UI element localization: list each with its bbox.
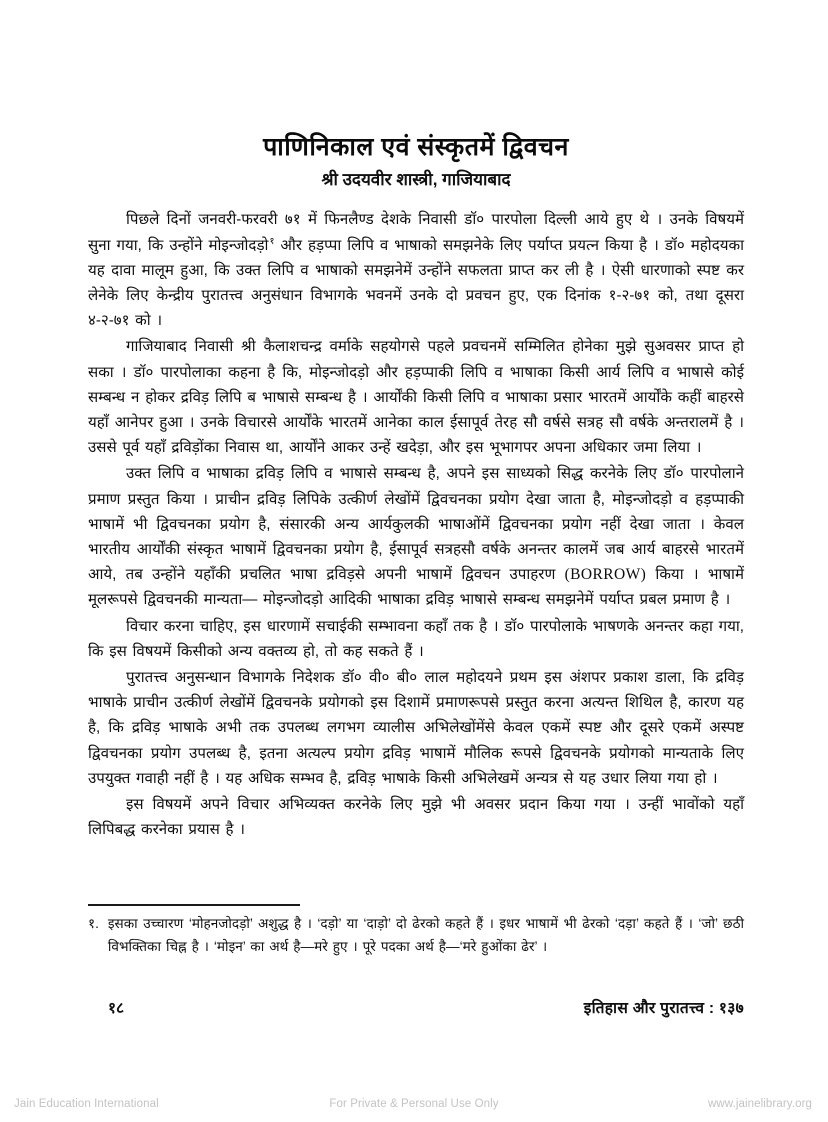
paragraph-4: विचार करना चाहिए, इस धारणामें सचाईकी सम्भावना कहाँ तक है । डॉ० पारपोलाके भाषणके अनन्तर कहा गया, कि इस विषयमें किसीको अन्य वक्तव्य हो, तो कह सकते हैं ।	[88, 617, 744, 660]
paragraph-3-text-part-2: किया । भाषामें मूलरूपसे द्विवचनकी मान्यता— मोइन्जोदड़ो आदिकी भाषाका द्रविड़ भाषासे सम्बन्ध समझनेमें पर्याप्त प्रबल प्रमाण है ।	[88, 566, 744, 609]
footnote-section	[88, 904, 744, 958]
watermark-organization: Jain Education International	[14, 1097, 159, 1110]
footnote-text: इसका उच्चारण ‘मोहनजोदड़ो’ अशुद्ध है । ‘दड़ो’ या ‘दाड़ो’ दो ढेरको कहते हैं । इधर भाषामें भी ढेरको ‘दड़ा’ कहते हैं । ‘जो’ छठी विभक्तिका चिह्न है । ‘मोइन’ का अर्थ है—मरे हुए । पूरे पदका अर्थ है—‘मरे हुओंका ढेर’ ।	[107, 916, 744, 954]
paragraph-1-text-after-marker: और हड़प्पा लिपि व भाषाको समझनेके लिए पर्याप्त प्रयत्न किया है । डॉ० महोदयका यह दावा मालूम हुआ, कि उक्त लिपि व भाषाको समझनेमें उन्होंने सफलता प्राप्त कर ली है । ऐसी धारणाको स्पष्ट कर लेनेके लिए केन्द्रीय पुरातत्त्व अनुसंधान विभागके भवनमें उनके दो प्रवचन हुए, एक दिनांक १-२-७१ को, तथा दूसरा ४-२-७१ को ।	[88, 236, 744, 330]
article-body	[88, 207, 744, 842]
page-number-left: १८	[108, 1000, 125, 1017]
page-title: पाणिनिकाल एवं संस्कृतमें द्विवचन	[263, 133, 569, 161]
paragraph-6: इस विषयमें अपने विचार अभिव्यक्त करनेके लिए मुझे भी अवसर प्रदान किया गया । उन्हीं भावोंको यहाँ लिपिबद्ध करनेका प्रयास है ।	[88, 796, 744, 839]
paragraph-2: गाजियाबाद निवासी श्री कैलाशचन्द्र वर्माके सहयोगसे पहले प्रवचनमें सम्मिलित होनेका मुझे सुअवसर प्राप्त हो सका । डॉ० पारपोलाका कहना है कि, मोइन्जोदड़ो और हड़प्पाकी लिपि व भाषाका किसी आर्य लिपि व भाषासे कोई सम्बन्ध न होकर द्रविड़ लिपि ब भाषासे सम्बन्ध है । आर्योंकी किसी लिपि व भाषाका प्रसार भारतमें आर्योंके कहीं बाहरसे यहाँ आनेपर हुआ । उनके विचारसे आर्योंके भारतमें आनेका काल ईसापूर्व तेरह सौ वर्षसे सत्रह सौ वर्षके अन्तरालमें है । उससे पूर्व यहाँ द्रविड़ोंका निवास था, आर्योंने आकर उन्हें खदेड़ा, और इस भूभागपर अपना अधिकार जमा लिया ।	[88, 338, 744, 457]
footnote-separator-rule	[88, 904, 300, 906]
paragraph-1-text-before-marker: पिछले दिनों जनवरी-फरवरी ७१ में फिनलैण्ड देशके निवासी डॉ० पारपोला दिल्ली आये हुए थे । उनके विषयमें सुना गया, कि उन्होंने मोइन्जोदड़ो	[88, 211, 744, 254]
paragraph-5: पुरातत्त्व अनुसन्धान विभागके निदेशक डॉ० वी० बी० लाल महोदयने प्रथम इस अंशपर प्रकाश डाला, कि द्रविड़ भाषाके प्राचीन उत्कीर्ण लेखोंमें द्विवचनके प्रयोगको इस दिशामें प्रमाणरूपसे प्रस्तुत करना अत्यन्त शिथिल है, कारण यह है, कि द्रविड़ भाषाके अभी तक उपलब्ध लगभग व्यालीस अभिलेखोंमेंसे केवल एकमें स्पष्ट और दूसरे एकमें अस्पष्ट द्विवचनका प्रयोग उपलब्ध है, इतना अत्यल्प प्रयोग द्रविड़ भाषामें मौलिक रूपसे द्विवचनके प्रयोगको मान्यताके लिए उपयुक्त गवाही नहीं है । यह अधिक सम्भव है, द्रविड़ भाषाके किसी अभिलेखमें अन्यत्र से यह उधार लिया गया हो ।	[88, 669, 744, 787]
journal-title-and-page-right: इतिहास और पुरातत्त्व : १३७	[583, 1000, 744, 1017]
library-watermark-bar	[0, 1085, 828, 1122]
page-content	[88, 132, 744, 842]
footnote-number: १.	[88, 916, 99, 931]
footnote-reference-marker[interactable]: १	[269, 235, 275, 247]
watermark-usage-notice: For Private & Personal Use Only	[329, 1097, 499, 1110]
watermark-website-url[interactable]: www.jainelibrary.org	[707, 1097, 812, 1110]
paragraph-3-text-part-1: उक्त लिपि व भाषाका द्रविड़ लिपि व भाषासे सम्बन्ध है, अपने इस साध्यको सिद्ध करनेके लिए डॉ० पारपोलाने प्रमाण प्रस्तुत किया । प्राचीन द्रविड़ लिपिके उत्कीर्ण लेखोंमें द्विवचनका प्रयोग देखा जाता है, मोइन्जोदड़ो व हड़प्पाकी भाषामें भी द्विवचनका प्रयोग है, संसारकी अन्य आर्यकुलकी भाषाओंमें द्विवचनका प्रयोग नहीं देखा जाता । केवल भारतीय आर्योंकी संस्कृत भाषामें द्विवचनका प्रयोग है, ईसापूर्व सत्रहसौ वर्षके अनन्तर कालमें जब आर्य बाहरसे भारतमें आये, तब उन्होंने यहाँकी प्रचलित भाषा द्रविड़से अपनी भाषामें द्विवचन उपाहरण	[88, 465, 744, 584]
footnote-item	[88, 913, 744, 958]
author-byline: श्री उदयवीर शास्त्री, गाजियाबाद	[321, 170, 511, 190]
page-footer	[88, 996, 744, 1018]
paragraph-3	[88, 461, 744, 612]
paragraph-1	[88, 207, 744, 333]
borrow-latin-term: (BORROW)	[564, 566, 647, 584]
